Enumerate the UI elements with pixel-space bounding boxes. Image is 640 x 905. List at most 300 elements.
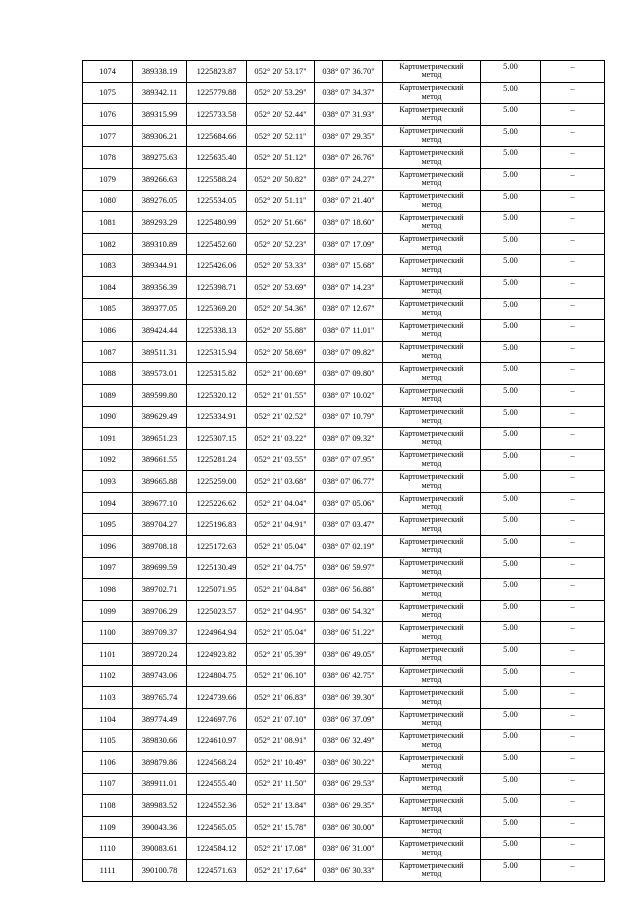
method-line-2: метод	[421, 156, 442, 166]
table-row	[83, 622, 605, 644]
point-number-cell: 1107	[83, 773, 133, 795]
accuracy-cell: 5.00	[481, 687, 541, 709]
coord-x-cell: 389709.37	[133, 622, 187, 644]
method-line-1: Картометрический	[399, 169, 464, 179]
table-row	[83, 82, 605, 104]
point-number-cell: 1090	[83, 406, 133, 428]
method-line-2: метод	[421, 415, 442, 425]
description-cell: –	[541, 687, 605, 709]
table-row	[83, 125, 605, 147]
accuracy-cell: 5.00	[481, 600, 541, 622]
method-line-2: метод	[421, 502, 442, 512]
table-row	[83, 687, 605, 709]
accuracy-cell: 5.00	[481, 492, 541, 514]
longitude-cell: 038° 07' 17.09"	[315, 233, 383, 255]
point-number-cell: 1085	[83, 298, 133, 320]
method-line-1: Картометрический	[399, 666, 464, 676]
latitude-cell: 052° 21' 03.22"	[247, 428, 315, 450]
coord-y-cell: 1225071.95	[187, 579, 247, 601]
latitude-cell: 052° 21' 04.04"	[247, 492, 315, 514]
coord-x-cell: 389911.01	[133, 773, 187, 795]
method-cell	[383, 859, 481, 881]
coord-y-cell: 1225733.58	[187, 104, 247, 126]
longitude-cell: 038° 06' 30.00"	[315, 816, 383, 838]
longitude-cell: 038° 06' 30.33"	[315, 859, 383, 881]
method-cell	[383, 795, 481, 817]
latitude-cell: 052° 21' 00.69"	[247, 363, 315, 385]
coord-x-cell: 389315.99	[133, 104, 187, 126]
table-row	[83, 859, 605, 881]
coord-x-cell: 389743.06	[133, 665, 187, 687]
coord-x-cell: 389276.05	[133, 190, 187, 212]
coord-x-cell: 389879.86	[133, 752, 187, 774]
method-cell	[383, 557, 481, 579]
description-cell: –	[541, 212, 605, 234]
method-cell	[383, 428, 481, 450]
coord-y-cell: 1224555.40	[187, 773, 247, 795]
coord-x-cell: 389702.71	[133, 579, 187, 601]
method-cell	[383, 384, 481, 406]
longitude-cell: 038° 07' 18.60"	[315, 212, 383, 234]
method-line-2: метод	[421, 718, 442, 728]
method-line-2: метод	[421, 135, 442, 145]
table-row	[83, 600, 605, 622]
method-line-1: Картометрический	[399, 234, 464, 244]
latitude-cell: 052° 20' 52.23"	[247, 233, 315, 255]
point-number-cell: 1095	[83, 514, 133, 536]
point-number-cell: 1091	[83, 428, 133, 450]
method-line-2: метод	[421, 869, 442, 879]
method-cell	[383, 212, 481, 234]
coord-x-cell: 389573.01	[133, 363, 187, 385]
method-line-2: метод	[421, 70, 442, 80]
coord-x-cell: 389377.05	[133, 298, 187, 320]
latitude-cell: 052° 20' 53.29"	[247, 82, 315, 104]
latitude-cell: 052° 21' 02.52"	[247, 406, 315, 428]
longitude-cell: 038° 06' 42.75"	[315, 665, 383, 687]
table-row	[83, 644, 605, 666]
method-cell	[383, 320, 481, 342]
point-number-cell: 1080	[83, 190, 133, 212]
latitude-cell: 052° 20' 50.82"	[247, 168, 315, 190]
coord-x-cell: 389708.18	[133, 536, 187, 558]
accuracy-cell: 5.00	[481, 665, 541, 687]
method-line-2: метод	[421, 523, 442, 533]
coord-x-cell: 389665.88	[133, 471, 187, 493]
longitude-cell: 038° 06' 49.05"	[315, 644, 383, 666]
method-line-1: Картометрический	[399, 558, 464, 568]
description-cell: –	[541, 125, 605, 147]
description-cell: –	[541, 168, 605, 190]
method-cell	[383, 61, 481, 83]
longitude-cell: 038° 06' 59.97"	[315, 557, 383, 579]
description-cell: –	[541, 255, 605, 277]
coord-x-cell: 389293.29	[133, 212, 187, 234]
accuracy-cell: 5.00	[481, 212, 541, 234]
coord-y-cell: 1224610.97	[187, 730, 247, 752]
method-cell	[383, 665, 481, 687]
table-row	[83, 363, 605, 385]
coord-y-cell: 1225259.00	[187, 471, 247, 493]
accuracy-cell: 5.00	[481, 622, 541, 644]
method-line-1: Картометрический	[399, 795, 464, 805]
method-cell	[383, 514, 481, 536]
method-cell	[383, 276, 481, 298]
coord-x-cell: 389699.59	[133, 557, 187, 579]
longitude-cell: 038° 06' 51.22"	[315, 622, 383, 644]
latitude-cell: 052° 21' 07.10"	[247, 708, 315, 730]
latitude-cell: 052° 21' 13.84"	[247, 795, 315, 817]
accuracy-cell: 5.00	[481, 428, 541, 450]
coord-y-cell: 1224568.24	[187, 752, 247, 774]
longitude-cell: 038° 07' 09.80"	[315, 363, 383, 385]
longitude-cell: 038° 06' 39.30"	[315, 687, 383, 709]
method-cell	[383, 104, 481, 126]
description-cell: –	[541, 190, 605, 212]
method-line-2: метод	[421, 610, 442, 620]
coord-x-cell: 389338.19	[133, 61, 187, 83]
accuracy-cell: 5.00	[481, 363, 541, 385]
method-line-2: метод	[421, 566, 442, 576]
coord-y-cell: 1224552.36	[187, 795, 247, 817]
method-line-1: Картометрический	[399, 83, 464, 93]
coord-y-cell: 1225307.15	[187, 428, 247, 450]
longitude-cell: 038° 07' 24.27"	[315, 168, 383, 190]
description-cell: –	[541, 838, 605, 860]
description-cell: –	[541, 276, 605, 298]
longitude-cell: 038° 07' 10.02"	[315, 384, 383, 406]
table-row	[83, 708, 605, 730]
longitude-cell: 038° 07' 34.37"	[315, 82, 383, 104]
point-number-cell: 1094	[83, 492, 133, 514]
longitude-cell: 038° 07' 12.67"	[315, 298, 383, 320]
method-line-1: Картометрический	[399, 623, 464, 633]
point-number-cell: 1076	[83, 104, 133, 126]
point-number-cell: 1089	[83, 384, 133, 406]
description-cell: –	[541, 320, 605, 342]
point-number-cell: 1093	[83, 471, 133, 493]
coord-x-cell: 390043.36	[133, 816, 187, 838]
latitude-cell: 052° 21' 06.10"	[247, 665, 315, 687]
coord-y-cell: 1224571.63	[187, 859, 247, 881]
description-cell: –	[541, 557, 605, 579]
table-row	[83, 514, 605, 536]
method-cell	[383, 190, 481, 212]
table-row	[83, 752, 605, 774]
longitude-cell: 038° 06' 30.22"	[315, 752, 383, 774]
description-cell: –	[541, 665, 605, 687]
table-row	[83, 773, 605, 795]
method-cell	[383, 752, 481, 774]
accuracy-cell: 5.00	[481, 125, 541, 147]
longitude-cell: 038° 07' 21.40"	[315, 190, 383, 212]
coord-x-cell: 389651.23	[133, 428, 187, 450]
coord-y-cell: 1225398.71	[187, 276, 247, 298]
coord-x-cell: 389706.29	[133, 600, 187, 622]
point-number-cell: 1079	[83, 168, 133, 190]
longitude-cell: 038° 07' 03.47"	[315, 514, 383, 536]
point-number-cell: 1109	[83, 816, 133, 838]
method-line-2: метод	[421, 545, 442, 555]
longitude-cell: 038° 07' 10.79"	[315, 406, 383, 428]
longitude-cell: 038° 07' 15.68"	[315, 255, 383, 277]
longitude-cell: 038° 06' 32.49"	[315, 730, 383, 752]
description-cell: –	[541, 708, 605, 730]
method-line-2: метод	[421, 113, 442, 123]
description-cell: –	[541, 579, 605, 601]
coord-y-cell: 1224697.76	[187, 708, 247, 730]
latitude-cell: 052° 21' 04.91"	[247, 514, 315, 536]
longitude-cell: 038° 07' 07.95"	[315, 449, 383, 471]
method-line-2: метод	[421, 804, 442, 814]
method-line-1: Картометрический	[399, 450, 464, 460]
table-row	[83, 838, 605, 860]
description-cell: –	[541, 795, 605, 817]
method-line-2: метод	[421, 696, 442, 706]
method-line-2: метод	[421, 307, 442, 317]
description-cell: –	[541, 147, 605, 169]
accuracy-cell: 5.00	[481, 255, 541, 277]
method-cell	[383, 341, 481, 363]
method-line-1: Картометрический	[399, 191, 464, 201]
accuracy-cell: 5.00	[481, 557, 541, 579]
method-line-1: Картометрический	[399, 256, 464, 266]
longitude-cell: 038° 07' 31.93"	[315, 104, 383, 126]
longitude-cell: 038° 07' 36.70"	[315, 61, 383, 83]
coord-x-cell: 389342.11	[133, 82, 187, 104]
method-line-2: метод	[421, 480, 442, 490]
method-cell	[383, 125, 481, 147]
longitude-cell: 038° 06' 29.53"	[315, 773, 383, 795]
latitude-cell: 052° 21' 05.39"	[247, 644, 315, 666]
coord-y-cell: 1225226.62	[187, 492, 247, 514]
coord-x-cell: 389677.10	[133, 492, 187, 514]
method-cell	[383, 449, 481, 471]
accuracy-cell: 5.00	[481, 838, 541, 860]
latitude-cell: 052° 21' 05.04"	[247, 622, 315, 644]
method-cell	[383, 147, 481, 169]
accuracy-cell: 5.00	[481, 190, 541, 212]
coord-y-cell: 1225426.06	[187, 255, 247, 277]
table-row	[83, 665, 605, 687]
method-line-1: Картометрический	[399, 104, 464, 114]
latitude-cell: 052° 20' 58.69"	[247, 341, 315, 363]
method-line-2: метод	[421, 782, 442, 792]
coord-x-cell: 390100.78	[133, 859, 187, 881]
latitude-cell: 052° 21' 04.75"	[247, 557, 315, 579]
longitude-cell: 038° 07' 26.76"	[315, 147, 383, 169]
accuracy-cell: 5.00	[481, 644, 541, 666]
method-line-1: Картометрический	[399, 774, 464, 784]
method-line-1: Картометрический	[399, 471, 464, 481]
method-line-2: метод	[421, 243, 442, 253]
method-cell	[383, 168, 481, 190]
point-number-cell: 1110	[83, 838, 133, 860]
coord-y-cell: 1224804.75	[187, 665, 247, 687]
description-cell: –	[541, 298, 605, 320]
longitude-cell: 038° 06' 54.32"	[315, 600, 383, 622]
accuracy-cell: 5.00	[481, 816, 541, 838]
point-number-cell: 1087	[83, 341, 133, 363]
method-cell	[383, 363, 481, 385]
table-row	[83, 190, 605, 212]
coord-x-cell: 389599.80	[133, 384, 187, 406]
method-line-1: Картометрический	[399, 817, 464, 827]
point-number-cell: 1099	[83, 600, 133, 622]
method-line-1: Картометрический	[399, 126, 464, 136]
method-cell	[383, 255, 481, 277]
method-line-2: метод	[421, 674, 442, 684]
longitude-cell: 038° 07' 05.06"	[315, 492, 383, 514]
point-number-cell: 1096	[83, 536, 133, 558]
description-cell: –	[541, 104, 605, 126]
method-line-1: Картометрический	[399, 407, 464, 417]
point-number-cell: 1108	[83, 795, 133, 817]
accuracy-cell: 5.00	[481, 795, 541, 817]
point-number-cell: 1077	[83, 125, 133, 147]
method-line-1: Картометрический	[399, 299, 464, 309]
coord-x-cell: 389356.39	[133, 276, 187, 298]
method-line-1: Картометрический	[399, 579, 464, 589]
method-line-2: метод	[421, 286, 442, 296]
method-line-2: метод	[421, 761, 442, 771]
coord-y-cell: 1225452.60	[187, 233, 247, 255]
latitude-cell: 052° 21' 08.91"	[247, 730, 315, 752]
method-cell	[383, 600, 481, 622]
method-cell	[383, 687, 481, 709]
description-cell: –	[541, 622, 605, 644]
table-row	[83, 320, 605, 342]
coord-y-cell: 1225823.87	[187, 61, 247, 83]
coordinates-table	[82, 60, 605, 882]
coord-x-cell: 389310.89	[133, 233, 187, 255]
description-cell: –	[541, 384, 605, 406]
table-row	[83, 536, 605, 558]
method-line-1: Картометрический	[399, 687, 464, 697]
coord-y-cell: 1225196.83	[187, 514, 247, 536]
accuracy-cell: 5.00	[481, 147, 541, 169]
longitude-cell: 038° 07' 11.01"	[315, 320, 383, 342]
point-number-cell: 1098	[83, 579, 133, 601]
longitude-cell: 038° 06' 56.88"	[315, 579, 383, 601]
accuracy-cell: 5.00	[481, 82, 541, 104]
table-row	[83, 212, 605, 234]
coord-x-cell: 389720.24	[133, 644, 187, 666]
method-line-1: Картометрический	[399, 148, 464, 158]
method-cell	[383, 579, 481, 601]
table-row	[83, 816, 605, 838]
method-line-2: метод	[421, 653, 442, 663]
coord-x-cell: 389266.63	[133, 168, 187, 190]
coord-x-cell: 389306.21	[133, 125, 187, 147]
latitude-cell: 052° 20' 55.88"	[247, 320, 315, 342]
description-cell: –	[541, 449, 605, 471]
coord-x-cell: 389661.55	[133, 449, 187, 471]
description-cell: –	[541, 406, 605, 428]
method-line-1: Картометрический	[399, 364, 464, 374]
method-line-2: метод	[421, 847, 442, 857]
latitude-cell: 052° 21' 04.84"	[247, 579, 315, 601]
method-line-2: метод	[421, 458, 442, 468]
method-line-1: Картометрический	[399, 493, 464, 503]
table-row	[83, 730, 605, 752]
method-line-1: Картометрический	[399, 601, 464, 611]
coord-y-cell: 1225338.13	[187, 320, 247, 342]
coord-y-cell: 1225779.88	[187, 82, 247, 104]
longitude-cell: 038° 07' 09.32"	[315, 428, 383, 450]
method-line-2: метод	[421, 739, 442, 749]
method-line-1: Картометрический	[399, 731, 464, 741]
method-line-1: Картометрический	[399, 61, 464, 71]
method-line-1: Картометрический	[399, 644, 464, 654]
method-line-2: метод	[421, 588, 442, 598]
table-row	[83, 341, 605, 363]
coord-x-cell: 389424.44	[133, 320, 187, 342]
method-line-2: метод	[421, 826, 442, 836]
latitude-cell: 052° 21' 15.78"	[247, 816, 315, 838]
longitude-cell: 038° 07' 02.19"	[315, 536, 383, 558]
latitude-cell: 052° 20' 54.36"	[247, 298, 315, 320]
accuracy-cell: 5.00	[481, 708, 541, 730]
accuracy-cell: 5.00	[481, 233, 541, 255]
point-number-cell: 1097	[83, 557, 133, 579]
coord-y-cell: 1224964.94	[187, 622, 247, 644]
coord-y-cell: 1224565.05	[187, 816, 247, 838]
method-line-1: Картометрический	[399, 515, 464, 525]
method-cell	[383, 233, 481, 255]
method-line-1: Картометрический	[399, 860, 464, 870]
method-cell	[383, 406, 481, 428]
point-number-cell: 1074	[83, 61, 133, 83]
table-row	[83, 233, 605, 255]
latitude-cell: 052° 20' 51.11"	[247, 190, 315, 212]
point-number-cell: 1103	[83, 687, 133, 709]
description-cell: –	[541, 859, 605, 881]
table-row	[83, 579, 605, 601]
table-row	[83, 449, 605, 471]
method-line-1: Картометрический	[399, 342, 464, 352]
coord-x-cell: 389765.74	[133, 687, 187, 709]
longitude-cell: 038° 07' 14.23"	[315, 276, 383, 298]
description-cell: –	[541, 730, 605, 752]
accuracy-cell: 5.00	[481, 276, 541, 298]
point-number-cell: 1106	[83, 752, 133, 774]
accuracy-cell: 5.00	[481, 730, 541, 752]
coord-x-cell: 389629.49	[133, 406, 187, 428]
description-cell: –	[541, 536, 605, 558]
accuracy-cell: 5.00	[481, 168, 541, 190]
coord-x-cell: 390083.61	[133, 838, 187, 860]
longitude-cell: 038° 06' 29.35"	[315, 795, 383, 817]
method-line-1: Картометрический	[399, 839, 464, 849]
longitude-cell: 038° 07' 09.82"	[315, 341, 383, 363]
coord-x-cell: 389344.91	[133, 255, 187, 277]
coord-y-cell: 1225369.20	[187, 298, 247, 320]
method-cell	[383, 730, 481, 752]
latitude-cell: 052° 20' 53.33"	[247, 255, 315, 277]
description-cell: –	[541, 61, 605, 83]
method-cell	[383, 708, 481, 730]
table-row	[83, 492, 605, 514]
latitude-cell: 052° 21' 04.95"	[247, 600, 315, 622]
description-cell: –	[541, 341, 605, 363]
method-line-1: Картометрический	[399, 536, 464, 546]
method-cell	[383, 536, 481, 558]
latitude-cell: 052° 21' 17.08"	[247, 838, 315, 860]
method-line-2: метод	[421, 631, 442, 641]
coord-y-cell: 1224584.12	[187, 838, 247, 860]
point-number-cell: 1081	[83, 212, 133, 234]
